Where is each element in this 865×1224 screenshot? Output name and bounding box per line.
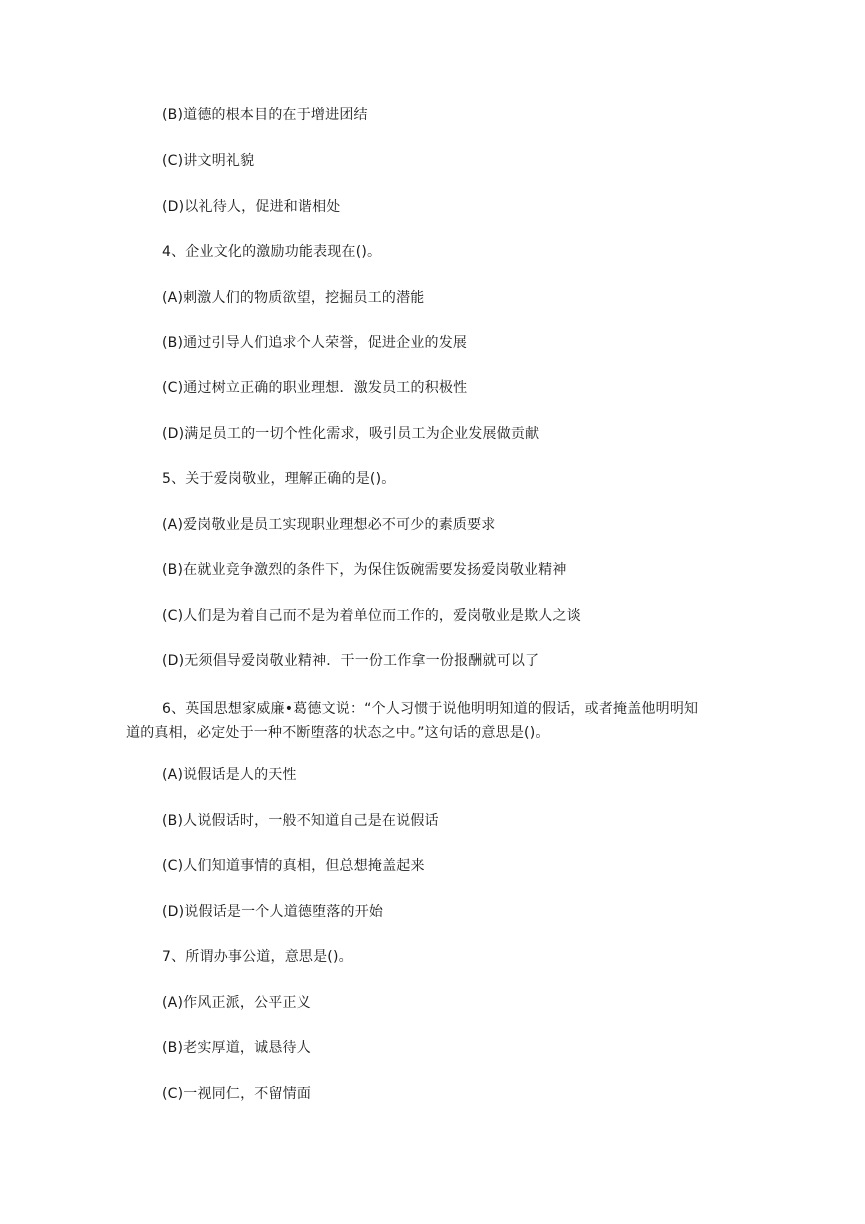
question-5-option-a: (A)爱岗敬业是员工实现职业理想必不可少的素质要求: [162, 517, 496, 533]
question-5-option-c: (C)人们是为着自己而不是为着单位而工作的，爱岗敬业是欺人之谈: [162, 608, 581, 624]
option-b-line: (B)道德的根本目的在于增进团结: [162, 107, 368, 123]
question-7-option-c: (C)一视同仁，不留情面: [162, 1086, 312, 1102]
question-7-option-a: (A)作风正派，公平正义: [162, 995, 311, 1011]
question-4-option-b: (B)通过引导人们追求个人荣誉，促进企业的发展: [162, 335, 468, 351]
question-5-option-b: (B)在就业竞争激烈的条件下，为保住饭碗需要发扬爱岗敬业精神: [162, 562, 567, 578]
question-6: [126, 697, 762, 745]
question-4: 4、企业文化的激励功能表现在()。: [162, 244, 382, 260]
question-6-option-c: (C)人们知道事情的真相，但总想掩盖起来: [162, 858, 425, 874]
question-6-option-b: (B)人说假话时，一般不知道自己是在说假话: [162, 813, 439, 829]
question-6-line-1: 6、英国思想家威廉•葛德文说：“个人习惯于说他明明知道的假话，或者掩盖他明明知: [162, 701, 699, 717]
question-7-option-b: (B)老实厚道，诚恳待人: [162, 1040, 311, 1056]
option-d-line: (D)以礼待人，促进和谐相处: [162, 199, 341, 215]
question-4-option-d: (D)满足员工的一切个性化需求，吸引员工为企业发展做贡献: [162, 426, 540, 442]
question-7: 7、所谓办事公道，意思是()。: [162, 949, 353, 965]
question-4-option-c: (C)通过树立正确的职业理想．激发员工的积极性: [162, 380, 468, 396]
question-5-option-d: (D)无须倡导爱岗敬业精神．干一份工作拿一份报酬就可以了: [162, 653, 540, 669]
question-4-option-a: (A)刺激人们的物质欲望，挖掘员工的潜能: [162, 290, 425, 306]
option-c-line: (C)讲文明礼貌: [162, 153, 255, 169]
question-6-line-2: 道的真相，必定处于一种不断堕落的状态之中。”这句话的意思是()。: [126, 725, 550, 741]
question-5: 5、关于爱岗敬业，理解正确的是()。: [162, 471, 396, 487]
question-6-option-a: (A)说假话是人的天性: [162, 767, 297, 783]
question-6-option-d: (D)说假话是一个人道德堕落的开始: [162, 904, 384, 920]
